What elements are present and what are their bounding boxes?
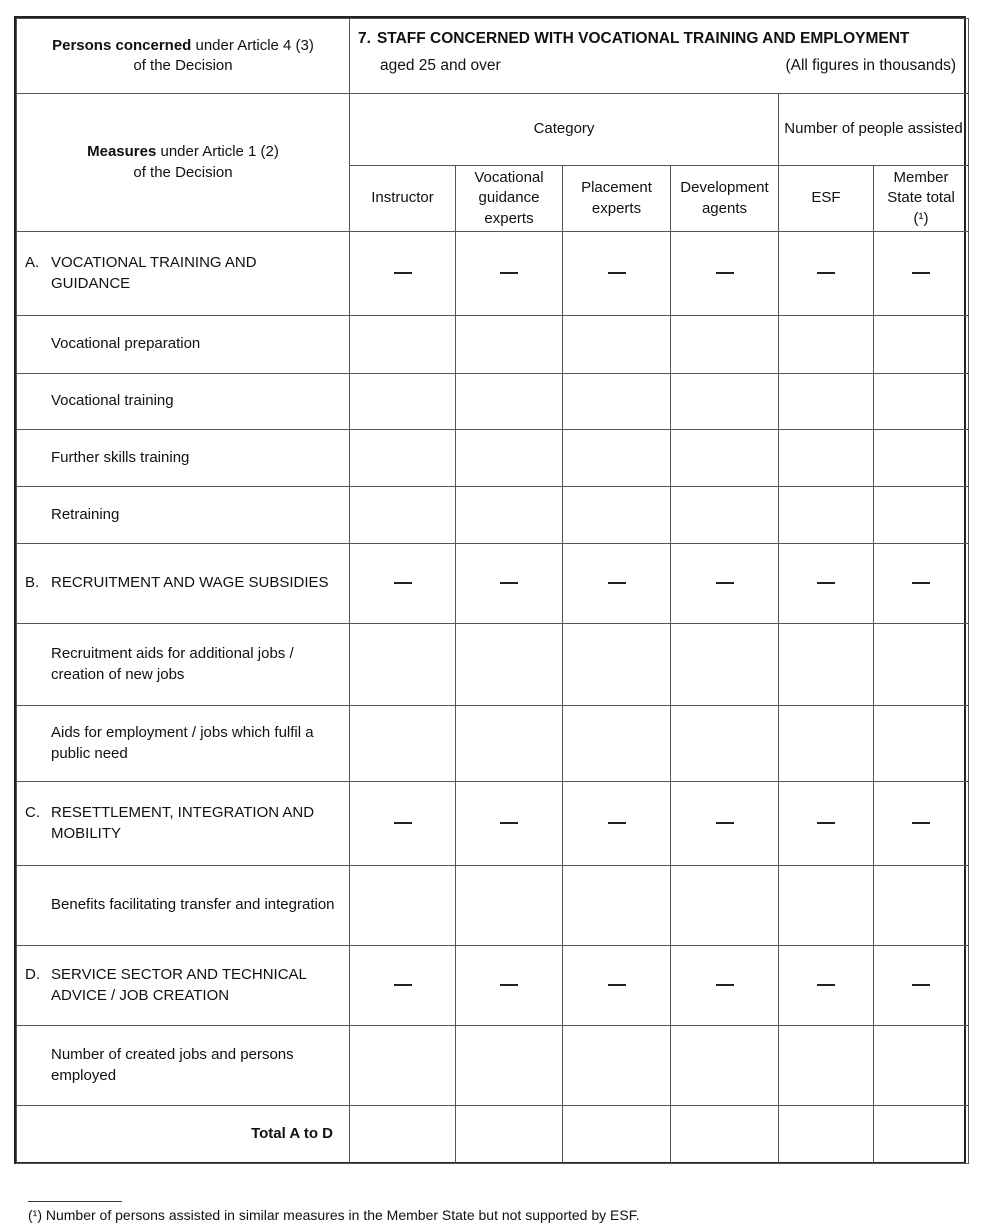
entry-cell[interactable] <box>350 1026 456 1106</box>
not-applicable-cell <box>563 232 671 316</box>
entry-cell[interactable] <box>874 1026 969 1106</box>
category-header: Category <box>350 94 779 166</box>
column-header: Vocational guidance experts <box>456 166 563 232</box>
entry-cell[interactable] <box>779 1026 874 1106</box>
entry-cell[interactable] <box>350 706 456 782</box>
dash-mark <box>394 822 412 824</box>
form-sheet <box>14 16 966 1164</box>
section-letter: D. <box>25 966 40 984</box>
entry-cell[interactable] <box>456 706 563 782</box>
entry-cell[interactable] <box>350 866 456 946</box>
column-header: Development agents <box>671 166 779 232</box>
section-label <box>17 544 350 624</box>
not-applicable-cell <box>874 946 969 1026</box>
measure-label: Aids for employment / jobs which fulfil a public need <box>17 706 350 782</box>
measure-label: Vocational preparation <box>17 316 350 374</box>
measures-bold: Measures <box>87 143 157 161</box>
entry-cell[interactable] <box>671 1026 779 1106</box>
total-row <box>17 1106 969 1164</box>
entry-cell[interactable] <box>874 706 969 782</box>
people-assisted-header: Number of people assisted <box>779 94 969 166</box>
dash-mark <box>500 822 518 824</box>
measure-row <box>17 316 969 374</box>
not-applicable-cell <box>671 782 779 866</box>
dash-mark <box>500 582 518 584</box>
entry-cell[interactable] <box>671 316 779 374</box>
persons-concerned-bold: Persons concerned <box>52 36 192 54</box>
entry-cell[interactable] <box>350 624 456 706</box>
not-applicable-cell <box>779 544 874 624</box>
entry-cell[interactable] <box>456 487 563 544</box>
entry-cell[interactable] <box>350 487 456 544</box>
dash-mark <box>817 272 835 274</box>
measure-label: Further skills training <box>17 430 350 487</box>
dash-mark <box>817 822 835 824</box>
section-title: RESETTLEMENT, INTEGRATION AND MOBILITY <box>51 804 315 842</box>
entry-cell[interactable] <box>563 1026 671 1106</box>
measure-row <box>17 866 969 946</box>
entry-cell[interactable] <box>563 430 671 487</box>
column-header: ESF <box>779 166 874 232</box>
section-row <box>17 544 969 624</box>
total-cell[interactable] <box>874 1106 969 1164</box>
dash-mark <box>817 582 835 584</box>
section-letter: C. <box>25 804 40 822</box>
total-cell[interactable] <box>671 1106 779 1164</box>
entry-cell[interactable] <box>874 624 969 706</box>
measure-row <box>17 1026 969 1106</box>
not-applicable-cell <box>350 232 456 316</box>
dash-mark <box>716 822 734 824</box>
dash-mark <box>394 984 412 986</box>
table-title: STAFF CONCERNED WITH VOCATIONAL TRAINING AND EMPLOYMENT <box>376 30 910 47</box>
section-row <box>17 946 969 1026</box>
column-header: Instructor <box>350 166 456 232</box>
not-applicable-cell <box>874 232 969 316</box>
entry-cell[interactable] <box>563 706 671 782</box>
column-header: Placement experts <box>563 166 671 232</box>
section-row <box>17 782 969 866</box>
measure-row <box>17 624 969 706</box>
total-cell[interactable] <box>456 1106 563 1164</box>
measure-label: Benefits facilitating transfer and integration <box>17 866 350 946</box>
not-applicable-cell <box>350 544 456 624</box>
footnote: (¹) Number of persons assisted in similar measures in the Member State but not supported by ESF. <box>28 1207 640 1223</box>
persons-concerned-line2: of the Decision <box>133 57 233 74</box>
entry-cell[interactable] <box>456 1026 563 1106</box>
not-applicable-cell <box>874 782 969 866</box>
entry-cell[interactable] <box>350 430 456 487</box>
entry-cell[interactable] <box>456 374 563 430</box>
entry-cell[interactable] <box>671 374 779 430</box>
dash-mark <box>500 272 518 274</box>
not-applicable-cell <box>456 782 563 866</box>
entry-cell[interactable] <box>874 316 969 374</box>
entry-cell[interactable] <box>563 487 671 544</box>
entry-cell[interactable] <box>671 430 779 487</box>
entry-cell[interactable] <box>874 430 969 487</box>
dash-mark <box>817 984 835 986</box>
entry-cell[interactable] <box>671 487 779 544</box>
dash-mark <box>608 272 626 274</box>
dash-mark <box>500 984 518 986</box>
entry-cell[interactable] <box>456 316 563 374</box>
not-applicable-cell <box>779 232 874 316</box>
persons-concerned-cell <box>17 19 350 94</box>
dash-mark <box>912 822 930 824</box>
entry-cell[interactable] <box>456 866 563 946</box>
entry-cell[interactable] <box>874 374 969 430</box>
entry-cell[interactable] <box>563 866 671 946</box>
measure-row <box>17 487 969 544</box>
not-applicable-cell <box>671 544 779 624</box>
dash-mark <box>608 822 626 824</box>
entry-cell[interactable] <box>779 624 874 706</box>
dash-mark <box>394 582 412 584</box>
entry-cell[interactable] <box>779 316 874 374</box>
measure-label: Vocational training <box>17 374 350 430</box>
section-row <box>17 232 969 316</box>
measures-line2: of the Decision <box>133 163 233 181</box>
not-applicable-cell <box>456 946 563 1026</box>
persons-concerned-rest: under Article 4 (3) <box>191 36 314 54</box>
column-header: Member State total (¹) <box>874 166 969 232</box>
entry-cell[interactable] <box>456 624 563 706</box>
section-letter: B. <box>25 574 40 592</box>
table-title-cell <box>350 19 969 94</box>
footnote-rule <box>28 1201 122 1202</box>
section-letter: A. <box>25 254 40 272</box>
entry-cell[interactable] <box>350 374 456 430</box>
entry-cell[interactable] <box>563 624 671 706</box>
not-applicable-cell <box>456 544 563 624</box>
dash-mark <box>912 582 930 584</box>
entry-cell[interactable] <box>671 866 779 946</box>
not-applicable-cell <box>563 946 671 1026</box>
form-table <box>16 18 969 1164</box>
not-applicable-cell <box>779 782 874 866</box>
not-applicable-cell <box>671 946 779 1026</box>
measure-label: Retraining <box>17 487 350 544</box>
measure-row <box>17 374 969 430</box>
not-applicable-cell <box>350 946 456 1026</box>
entry-cell[interactable] <box>779 866 874 946</box>
total-label: Total A to D <box>17 1106 350 1164</box>
dash-mark <box>912 984 930 986</box>
measure-row <box>17 430 969 487</box>
section-title: VOCATIONAL TRAINING AND GUIDANCE <box>51 254 257 292</box>
entry-cell[interactable] <box>563 316 671 374</box>
total-cell[interactable] <box>563 1106 671 1164</box>
dash-mark <box>608 582 626 584</box>
table-subtitle: aged 25 and over <box>380 56 501 74</box>
entry-cell[interactable] <box>671 706 779 782</box>
not-applicable-cell <box>563 782 671 866</box>
entry-cell[interactable] <box>563 374 671 430</box>
entry-cell[interactable] <box>350 316 456 374</box>
dash-mark <box>716 582 734 584</box>
entry-cell[interactable] <box>779 430 874 487</box>
dash-mark <box>608 984 626 986</box>
dash-mark <box>912 272 930 274</box>
not-applicable-cell <box>350 782 456 866</box>
dash-mark <box>394 272 412 274</box>
dash-mark <box>716 984 734 986</box>
not-applicable-cell <box>779 946 874 1026</box>
measure-row <box>17 706 969 782</box>
section-label <box>17 232 350 316</box>
entry-cell[interactable] <box>779 487 874 544</box>
not-applicable-cell <box>456 232 563 316</box>
entry-cell[interactable] <box>874 866 969 946</box>
entry-cell[interactable] <box>671 624 779 706</box>
total-cell[interactable] <box>779 1106 874 1164</box>
entry-cell[interactable] <box>874 487 969 544</box>
section-title: RECRUITMENT AND WAGE SUBSIDIES <box>51 574 329 592</box>
dash-mark <box>716 272 734 274</box>
total-cell[interactable] <box>350 1106 456 1164</box>
section-title: SERVICE SECTOR AND TECHNICAL ADVICE / JOB CREATION <box>51 966 307 1004</box>
measures-rest: under Article 1 (2) <box>156 143 279 161</box>
entry-cell[interactable] <box>779 374 874 430</box>
not-applicable-cell <box>671 232 779 316</box>
units-note: (All figures in thousands) <box>785 56 957 74</box>
measure-label: Recruitment aids for additional jobs / creation of new jobs <box>17 624 350 706</box>
section-label <box>17 782 350 866</box>
section-label <box>17 946 350 1026</box>
table-number: 7. <box>358 30 371 47</box>
measure-label: Number of created jobs and persons employed <box>17 1026 350 1106</box>
not-applicable-cell <box>874 544 969 624</box>
measures-cell <box>17 94 350 232</box>
entry-cell[interactable] <box>779 706 874 782</box>
not-applicable-cell <box>563 544 671 624</box>
entry-cell[interactable] <box>456 430 563 487</box>
